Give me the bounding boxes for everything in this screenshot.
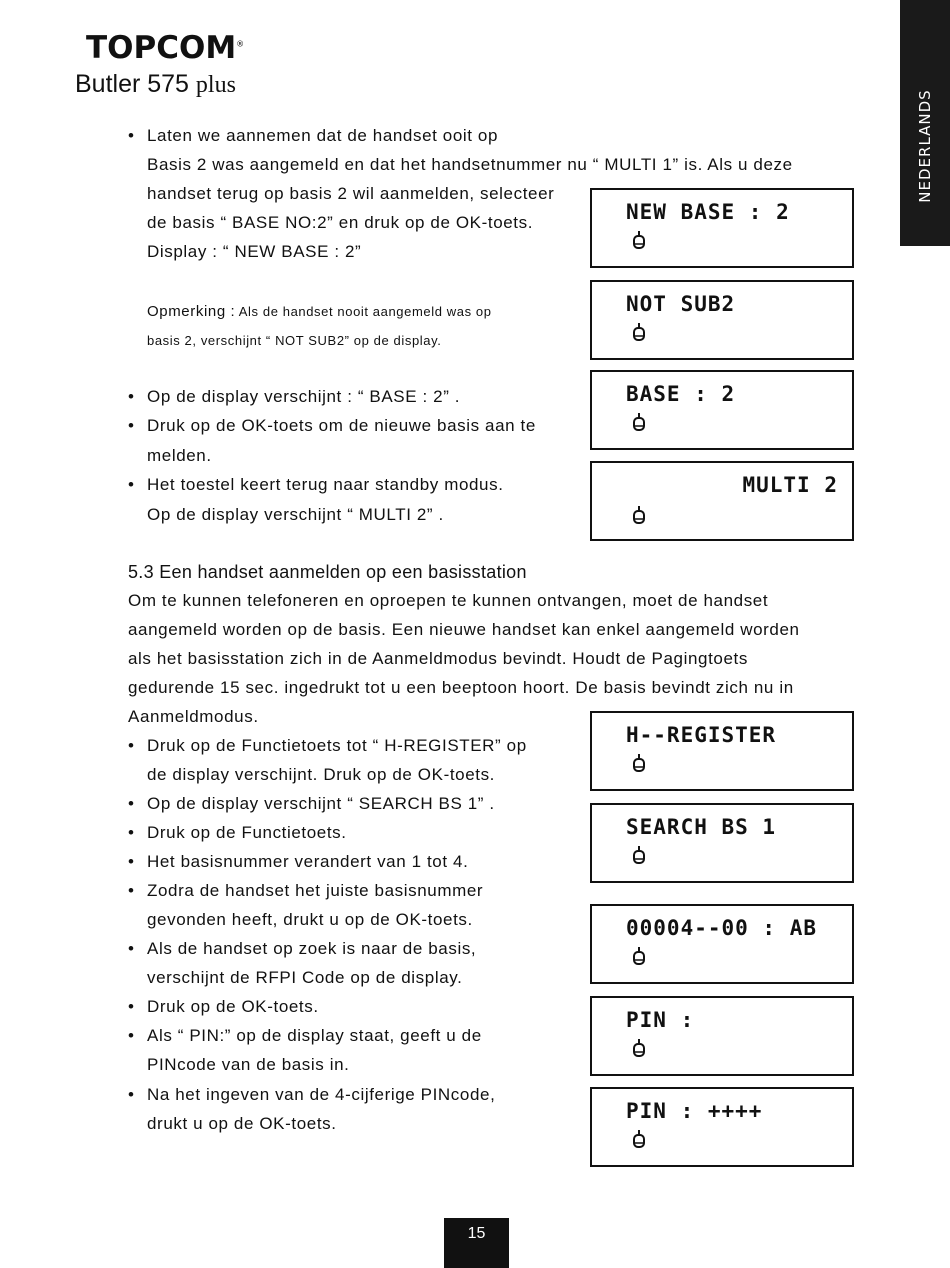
bullet-item: • Het toestel keert terug naar standby modus. [147, 475, 504, 495]
bullet-text-line: melden. [147, 446, 212, 465]
bullet-text-line: PINcode van de basis in. [147, 1055, 350, 1074]
antenna-icon [632, 322, 646, 342]
paragraph-line: als het basisstation zich in de Aanmeldmodus bevindt. Houdt de Pagingtoets [128, 649, 748, 668]
bullet-item: • Druk op de OK-toets. [147, 997, 319, 1017]
note-label: Opmerking : [147, 303, 236, 320]
lcd-display-multi [590, 461, 854, 541]
bullet-text-line: verschijnt de RFPI Code op de display. [147, 968, 463, 987]
bullet-text-line: handset terug op basis 2 wil aanmelden, selecteer [147, 184, 555, 203]
bullet-text-line: Display : “ NEW BASE : 2” [147, 242, 362, 261]
lcd-text: BASE : 2 [626, 382, 736, 406]
page-number: 15 [444, 1218, 509, 1268]
lcd-text: PIN : [626, 1008, 695, 1032]
bullet-item: • Als de handset op zoek is naar de basis, [147, 939, 476, 959]
antenna-icon [632, 845, 646, 865]
bullet-item: • Het basisnummer verandert van 1 tot 4. [147, 852, 468, 872]
language-tab-label: NEDERLANDS [916, 89, 934, 203]
lcd-display-rfpi [590, 904, 854, 984]
lcd-display-h-register [590, 711, 854, 791]
antenna-icon [632, 1038, 646, 1058]
language-tab [900, 0, 950, 246]
paragraph-line: Om te kunnen telefoneren en oproepen te kunnen ontvangen, moet de handset [128, 591, 769, 610]
bullet-text-line: drukt u op de OK-toets. [147, 1114, 337, 1133]
section-heading: 5.3 Een handset aanmelden op een basisstation [128, 562, 527, 582]
bullet-item: • Druk op de Functietoets tot “ H-REGISTER” op [147, 736, 527, 756]
bullet-item: • Op de display verschijnt : “ BASE : 2” . [147, 387, 460, 407]
bullet-item: • Druk op de Functietoets. [147, 823, 347, 843]
model-plus: plus [195, 72, 236, 98]
brand-logo [86, 30, 244, 66]
bullet-text-line: gevonden heeft, drukt u op de OK-toets. [147, 910, 473, 929]
antenna-icon [632, 412, 646, 432]
lcd-text: 00004--00 : AB [626, 916, 818, 940]
bullet-item: • Na het ingeven van de 4-cijferige PINcode, [147, 1085, 495, 1105]
lcd-text: MULTI 2 [742, 473, 838, 497]
lcd-display-pin-entered [590, 1087, 854, 1167]
registered-mark: ® [236, 39, 245, 49]
note-line [147, 302, 492, 322]
bullet-item: • Zodra de handset het juiste basisnummer [147, 881, 483, 901]
antenna-icon [632, 230, 646, 250]
bullet-text-line: Basis 2 was aangemeld en dat het handsetnummer nu “ MULTI 1” is. Als u deze [147, 155, 793, 174]
lcd-text: NOT SUB2 [626, 292, 736, 316]
antenna-icon [632, 753, 646, 773]
antenna-icon [632, 505, 646, 525]
note-line: basis 2, verschijnt “ NOT SUB2” op de display. [147, 333, 442, 348]
lcd-text: PIN : ++++ [626, 1099, 763, 1123]
lcd-text: H--REGISTER [626, 723, 777, 747]
bullet-text-line: de basis “ BASE NO:2” en druk op de OK-toets. [147, 213, 534, 232]
lcd-text: SEARCH BS 1 [626, 815, 777, 839]
lcd-display-search [590, 803, 854, 883]
antenna-icon [632, 1129, 646, 1149]
brand-name: TOPCOM [86, 30, 237, 66]
note-text: Als de handset nooit aangemeld was op [235, 304, 492, 319]
lcd-text: NEW BASE : 2 [626, 200, 790, 224]
paragraph-line: aangemeld worden op de basis. Een nieuwe handset kan enkel aangemeld worden [128, 620, 800, 639]
bullet-text-line: Op de display verschijnt “ MULTI 2” . [147, 505, 444, 524]
lcd-display-base [590, 370, 854, 450]
bullet-text-line: de display verschijnt. Druk op de OK-toets. [147, 765, 496, 784]
model-main: Butler 575 [75, 70, 189, 98]
bullet-item: • Als “ PIN:” op de display staat, geeft u de [147, 1026, 482, 1046]
bullet-item: • Druk op de OK-toets om de nieuwe basis aan te [147, 416, 536, 436]
antenna-icon [632, 946, 646, 966]
bullet-item: • Op de display verschijnt “ SEARCH BS 1” . [147, 794, 495, 814]
paragraph-line: Aanmeldmodus. [128, 707, 259, 726]
lcd-display-not-sub [590, 280, 854, 360]
paragraph-line: gedurende 15 sec. ingedrukt tot u een beeptoon hoort. De basis bevindt zich nu in [128, 678, 794, 697]
model-name [75, 70, 236, 99]
lcd-display-new-base [590, 188, 854, 268]
bullet-item: • Laten we aannemen dat de handset ooit op [147, 126, 498, 146]
lcd-display-pin [590, 996, 854, 1076]
